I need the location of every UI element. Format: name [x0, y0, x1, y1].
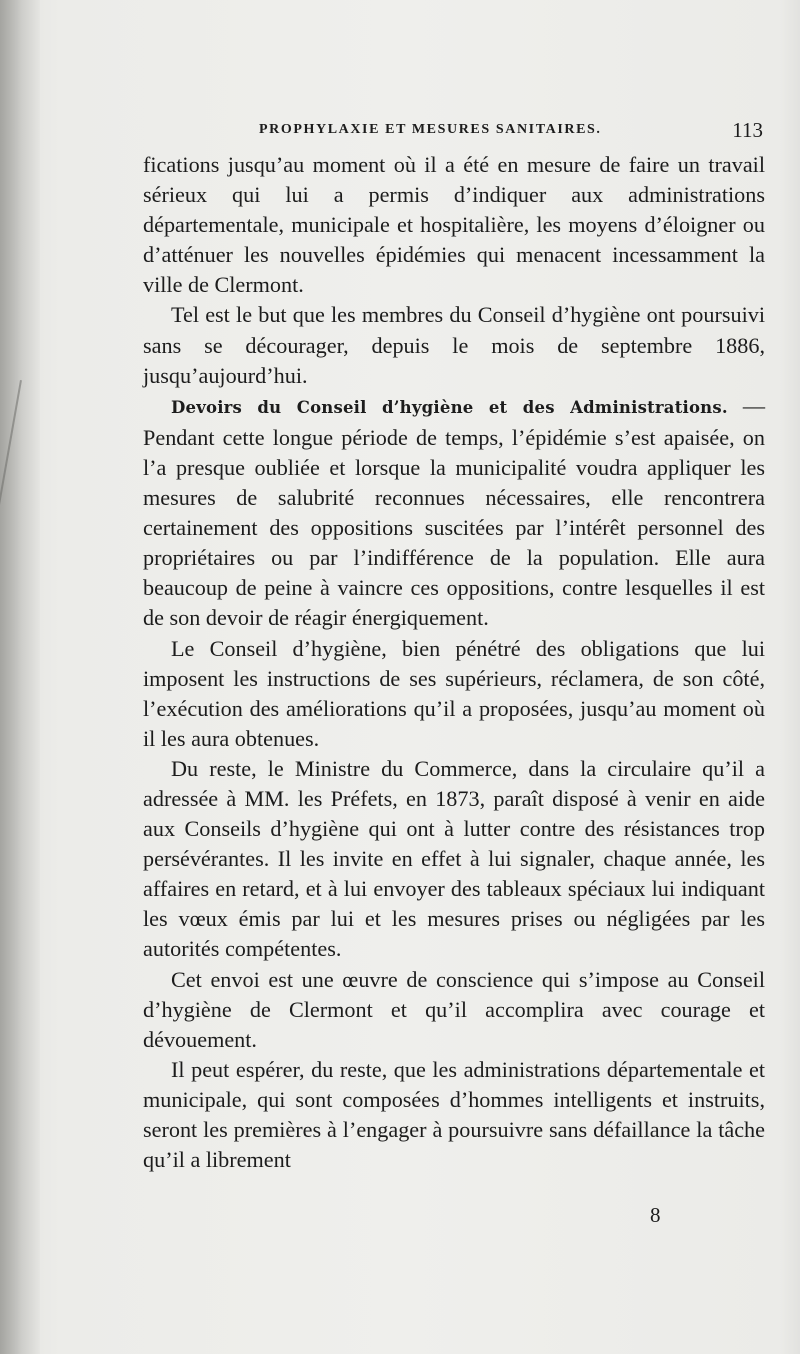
paragraph: Du reste, le Ministre du Commerce, dans la circulaire qu’il a adressée à MM. les Préfets, en 1873, paraît disposé à venir en aide aux Conseils d’hygiène qui ont à lutter contre des résistances trop persévérantes. Il les invite en effet à lui signaler, chaque année, les affaires en retard, et à lui envoyer des tableaux spéciaux lui indiquant les vœux émis par lui et les mesures prises ou négligées par les autorités compétentes. [143, 755, 765, 962]
section-heading: Devoirs du Conseil d’hygiène et des Administrations. [171, 397, 728, 417]
signature-mark: 8 [650, 1203, 661, 1227]
section-lead-text: — Pendant cette longue période de temps, l’épidémie s’est apaisée, on l’a presque oubliée et lorsque la municipalité voudra appliquer les mesures de salubrité reconnues nécessaires, elle rencontrera certainement des oppositions suscitées par l’intérêt personnel des propriétaires ou par l’indifférence de la population. Elle aura beaucoup de peine à vaincre ces oppositions, contre lesquelles il est de son devoir de réagir énergiquement. [143, 392, 766, 631]
running-head [143, 118, 765, 142]
page-number: 113 [732, 118, 763, 142]
paragraph: Cet envoi est une œuvre de conscience qui s’impose au Conseil d’hygiène de Clermont et qu’il accomplira avec courage et dévouement. [143, 966, 765, 1052]
binding-gutter [0, 0, 40, 1354]
paragraph: Le Conseil d’hygiène, bien pénétré des obligations que lui imposent les instructions de ses supérieurs, réclamera, de son côté, l’exécution des améliorations qu’il a proposées, jusqu’au moment où il les aura obtenues. [143, 635, 765, 751]
paragraph: Il peut espérer, du reste, que les administrations départementale et municipale, qui sont composées d’hommes intelligents et instruits, seront les premières à l’engager à poursuivre sans défaillance la tâche qu’il a librement [143, 1056, 765, 1173]
paragraph-continuation: fications jusqu’au moment où il a été en mesure de faire un travail sérieux qui lui a permis d’indiquer aux administrations départementale, municipale et hospitalière, les moyens d’éloigner ou d’atténuer les nouvelles épidémies qui menacent incessamment la ville de Clermont. [143, 152, 765, 298]
running-title: PROPHYLAXIE ET MESURES SANITAIRES. [259, 122, 602, 137]
paragraph: Tel est le but que les membres du Conseil d’hygiène ont poursuivi sans se décourager, depuis le mois de septembre 1886, jusqu’aujourd’hui. [143, 302, 765, 388]
section-paragraph [143, 391, 765, 634]
body-text [143, 150, 765, 1175]
